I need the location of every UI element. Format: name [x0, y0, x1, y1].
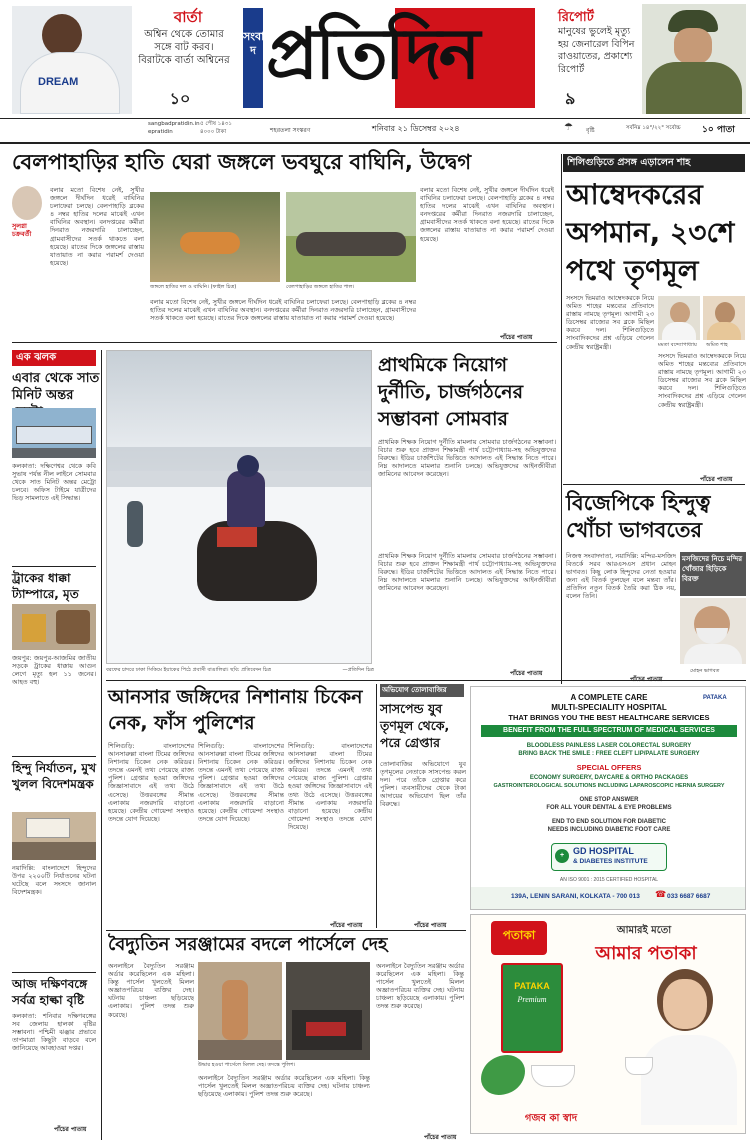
- shah-headline[interactable]: আম্বেদকরের অপমান, ২৩শে পথে তৃণমূল: [566, 178, 735, 287]
- left-teaser-page: ১০: [169, 89, 191, 108]
- weather-label: বৃষ্টি: [586, 127, 595, 134]
- date-label: শনিবার ২১ ডিসেম্বর ২০২৪: [372, 124, 460, 133]
- left-teaser-title: বার্তা: [173, 8, 203, 26]
- bjp-body: নিজস্ব সংবাদদাতা, নয়াদিল্লি: মন্দির-মসজিদ বিতর্কে সরব আরএসএস প্রধান মোহন ভাগবত। কিছু লোক হিন্দুদের নেতা হওয়ার জন্য এই বিতর্ক তুলছেন বলে মন্তব্য তাঁর। প্রতিদিন নতুন বিতর্ক তৈরি করা ঠিক নয়, বলেন তিনি।: [566, 552, 676, 601]
- rawat-photo: [642, 4, 746, 114]
- bjp-headline[interactable]: বিজেপিকে হিন্দুত্ব খোঁচা ভাগবতের: [566, 491, 711, 542]
- snow-credit: —প্রতিদিন চিত্র: [342, 667, 374, 673]
- ad-line-2: MULTI-SPECIALITY HOSPITAL: [551, 703, 667, 712]
- phone-icon: ☎: [655, 890, 667, 900]
- ashwin-photo: DREAM: [12, 6, 132, 114]
- truck-rule: [12, 756, 96, 757]
- left-col-divider: [101, 350, 102, 1140]
- shah-continue[interactable]: পাঁচের পাতায়: [700, 476, 733, 483]
- truck-headline[interactable]: ট্রাকের ধাক্কা ট্যাম্পারে, মৃত: [12, 571, 79, 601]
- page-count: ১০ পাতা: [702, 125, 735, 135]
- lead-body-col2: বলার মতো বিশেষ নেই, সুখীর জঙ্গলে দীর্ঘদিন ধরেই বাঘিনির চলাফেরা চলছে। বেলপাহাড়ি ব্লকের ৪ নম্বর হাতির দলের মাঝেই এখন বাঘিনির অবস্থান। বনদপ্তরের কর্মীরা দিনরাত নজরদারি চালাচ্ছেন, গ্রামবাসীদের সতর্ক থাকতে বলা হয়েছে। রাতের দিকে জঙ্গলের রাস্তায় যাতায়াত না করার পরামর্শ দেওয়া হয়েছে।: [150, 298, 416, 323]
- ad-phone[interactable]: 033 6687 6687: [667, 893, 711, 900]
- author-name: সুলগ্না চক্রবর্তী: [12, 222, 32, 238]
- protest-photo: [12, 812, 96, 860]
- ad-band-text: BENEFIT FROM THE FULL SPECTRUM OF MEDICAL SERVICES: [503, 727, 715, 734]
- jobs-continue[interactable]: পাঁচের পাতায়: [510, 670, 543, 677]
- shah-body-2: সংসদে ভিমরাও আম্বেদকরকে নিয়ে অমিত শাহের মন্তব্যের প্রতিবাদে রাস্তায় নামছে তৃণমূল। আগামী ২৩ ডিসেম্বর রাজ্যের সব ব্লকে মিছিল করবে দল। শিলিগুড়িতে সাংবাদিকদের প্রশ্ন এড়িয়ে গেলেন কেন্দ্রীয় স্বরাষ্ট্রমন্ত্রী।: [658, 352, 746, 409]
- bhagwat-caption: মোহন ভাগবত: [690, 668, 720, 674]
- mid-rule: [106, 680, 746, 681]
- tea-pack: [501, 963, 563, 1053]
- jobs-headline[interactable]: প্রাথমিকে নিয়োগ দুর্নীতি, চার্জগঠনের সম্ভাবনা সোমবার: [378, 354, 524, 430]
- ad-cert: AN ISO 9001 : 2015 CERTIFIED HOSPITAL: [559, 877, 659, 883]
- hindu-headline[interactable]: হিন্দু নির্যাতন, মুখ খুলল বিদেশমন্ত্রক: [12, 761, 96, 791]
- tea-cup: [531, 1065, 575, 1087]
- pataka-hospital-logo: PATAKA: [703, 695, 727, 701]
- lead-rule: [12, 342, 557, 343]
- epaper-link[interactable]: epratidin: [148, 129, 173, 135]
- parcel-photo-2: [286, 962, 370, 1060]
- ad-line-6: ECONOMY SURGERY, DAYCARE & ORTHO PACKAGES: [529, 775, 689, 781]
- shah-body-1: সংসদে ভিমরাও আম্বেদকরকে নিয়ে অমিত শাহের মন্তব্যের প্রতিবাদে রাস্তায় নামছে তৃণমূল। আগামী ২৩ ডিসেম্বর রাজ্যের সব ব্লকে মিছিল করবে দল। শিলিগুড়িতে সাংবাদিকদের প্রশ্ন এড়িয়ে গেলেন কেন্দ্রীয় স্বরাষ্ট্রমন্ত্রী।: [566, 294, 654, 351]
- shah-rule: [563, 484, 745, 485]
- ad-address: 139A, LENIN SARANI, KOLKATA - 700 013: [511, 893, 640, 900]
- website-link[interactable]: sangbadpratidin.in: [148, 121, 200, 127]
- parcel-body-3: অনলাইনে বৈদ্যুতিন সরঞ্জাম অর্ডার করেছিলেন এক মহিলা। কিন্তু পার্সেল খুলতেই মিলল অজ্ঞাতপরিচয় ব্যক্তির দেহ। ঘটনায় চাঞ্চল্য ছড়িয়েছে এলাকায়। পুলিশ তদন্ত শুরু করেছে।: [376, 962, 464, 1011]
- info-bar: [0, 119, 750, 141]
- shah-kicker: শিলিগুড়িতে প্রসঙ্গ এড়ালেন শাহ: [567, 157, 691, 168]
- logo-vertical-text: সংবাদ: [243, 30, 265, 57]
- snow-caption: বরফের চাদরে ঢাকা সিকিমে ইয়াকের পিঠে প্রবাসী বাঙালিরা। ছবি: প্রতিবেদন চিত্র: [106, 667, 272, 673]
- amit-shah-photo: [703, 296, 745, 340]
- bjp-side-headline: মসজিদের নিচে মন্দির খোঁজার হিড়িকে বিরক্ত: [682, 555, 743, 583]
- ansar-body-1: শিলিগুড়ি: বাংলাদেশের আনসারুল্লা বাংলা টিমের জঙ্গিদের নিশানায় চিকেন নেক করিডর। তদন্তে এমনই তথ্য পেয়েছে রাজ্য পুলিশ। গ্রেপ্তার হওয়া জঙ্গিদের জিজ্ঞাসাবাদে এই তথ্য উঠে এসেছে। উত্তরবঙ্গের সীমান্ত এলাকায় নজরদারি বাড়ানো হয়েছে। কেন্দ্রীয় গোয়েন্দা সংস্থাও তদন্তে যোগ দিয়েছে।: [108, 742, 194, 823]
- parcel-caption: উদ্ধার হওয়া পার্সেলে মিলল দেহ। তদন্তে পুলিশ।: [198, 1062, 296, 1068]
- gd-logo-name: GD HOSPITAL: [573, 846, 634, 856]
- tea-pack-sub: Premium: [517, 995, 547, 1004]
- ad-line-10: END TO END SOLUTION FOR DIABETIC: [552, 819, 666, 825]
- mamata-photo: [658, 296, 700, 340]
- parcel-rule: [106, 930, 466, 931]
- tea-ad[interactable]: [470, 914, 746, 1134]
- hospital-ad[interactable]: [470, 686, 746, 910]
- tea-model-photo: [621, 965, 741, 1125]
- suspend-kicker: অভিযোগ তোলাবাজির: [382, 686, 447, 694]
- amit-shah-caption: অমিত শাহ: [706, 342, 728, 348]
- parcel-photo-1: [198, 962, 282, 1060]
- logo-vertical-strip: [243, 8, 263, 108]
- tea-ad-slogan: আমার পতাকা: [595, 943, 697, 964]
- mamata-caption: মমতা বন্দ্যোপাধ্যায়: [658, 342, 697, 348]
- truck-body: জয়পুর: জয়পুর-আজমির জাতীয় সড়কে ট্রাকের ধাক্কায় আগুন লেগে মৃত্যু হল ১১ জনের। আহত বহু।: [12, 654, 96, 687]
- ad-line-4: BLOODLESS PAINLESS LASER COLORECTAL SURGERY: [526, 743, 692, 749]
- right-teaser-page: ৯: [565, 89, 576, 108]
- metro-headline[interactable]: এবার থেকে সাত মিনিট অন্তর: [12, 371, 100, 403]
- ad-offers: SPECIAL OFFERS: [576, 763, 642, 772]
- edition-label: শহরতলা সংস্করণ: [270, 127, 311, 134]
- parcel-headline[interactable]: বৈদ্যুতিন সরঞ্জামের বদলে পার্সেলে দেহ: [108, 934, 388, 955]
- ad-line-8: ONE STOP ANSWER: [579, 797, 639, 803]
- jobs-body-1: প্রাথমিক শিক্ষক নিয়োগ দুর্নীতি মামলায় সোমবার চার্জগঠনের সম্ভাবনা। বিচার শুরু হবে প্রাক্তন শিক্ষামন্ত্রী পার্থ চট্টোপাধ্যায়-সহ অভিযুক্তদের বিরুদ্ধে। ইডির চার্জশিটের ভিত্তিতে আদালত এই সিদ্ধান্ত নিতে পারে। নিম্ন আদালতে মামলার শুনানি চলছে। অভিযুক্তদের আইনজীবীরা জামিনের আবেদন করেছেন।: [378, 438, 556, 479]
- lead-body-col3: বলার মতো বিশেষ নেই, সুখীর জঙ্গলে দীর্ঘদিন ধরেই বাঘিনির চলাফেরা চলছে। বেলপাহাড়ি ব্লকের ৪ নম্বর হাতির দলের মাঝেই এখন বাঘিনির অবস্থান। বনদপ্তরের কর্মীরা দিনরাত নজরদারি চালাচ্ছেন, গ্রামবাসীদের সতর্ক থাকতে বলা হয়েছে। রাতের দিকে জঙ্গলের রাস্তায় যাতায়াত না করার পরামর্শ দেওয়া হয়েছে।: [420, 186, 554, 243]
- rain-icon: ☂: [564, 122, 573, 133]
- left-teaser-text[interactable]: অশ্বিন থেকে তোমার সঙ্গে বাট করব। বিরাটকে বার্তা অশ্বিনের: [138, 29, 230, 66]
- issue-line-1: ৫ পৌষ ১৪৩১: [200, 121, 232, 127]
- info-bar-rule: [0, 142, 750, 144]
- ansar-continue[interactable]: পাঁচের পাতায়: [330, 922, 363, 929]
- ansar-body-3: শিলিগুড়ি: বাংলাদেশের আনসারুল্লা বাংলা টিমের জঙ্গিদের নিশানায় চিকেন নেক করিডর। তদন্তে এমনই তথ্য পেয়েছে রাজ্য পুলিশ। গ্রেপ্তার হওয়া জঙ্গিদের জিজ্ঞাসাবাদে এই তথ্য উঠে এসেছে। উত্তরবঙ্গের সীমান্ত এলাকায় নজরদারি বাড়ানো হয়েছে। কেন্দ্রীয় গোয়েন্দা সংস্থাও তদন্তে যোগ দিয়েছে।: [288, 742, 372, 831]
- ad-line-1: A COMPLETE CARE: [570, 693, 648, 702]
- tiger-caption: জঙ্গলে হাতির দল ও বাঘিনি। (ফাইল চিত্র): [150, 284, 237, 290]
- author-photo: [12, 186, 42, 220]
- lead-body-col1: বলার মতো বিশেষ নেই, সুখীর জঙ্গলে দীর্ঘদিন ধরেই বাঘিনির চলাফেরা চলছে। বেলপাহাড়ি ব্লকের ৪ নম্বর হাতির দলের মাঝেই এখন বাঘিনির অবস্থান। বনদপ্তরের কর্মীরা দিনরাত নজরদারি চালাচ্ছেন, গ্রামবাসীদের সতর্ক থাকতে বলা হয়েছে। রাতের দিকে জঙ্গলের রাস্তায় যাতায়াত না করার পরামর্শ দেওয়া হয়েছে।: [50, 186, 144, 267]
- brief-kicker: এক ঝলক: [16, 352, 57, 363]
- metro-body: কলকাতা: দক্ষিণেশ্বর থেকে কবি সুভাষ পর্যন্ত নীল লাইনে সোমবার থেকে সাত মিনিট অন্তর মেট্রো চলবে। অফিস টাইমে যাত্রীদের ভিড় সামলাতে এই সিদ্ধান্ত।: [12, 462, 96, 503]
- metro-rule: [12, 566, 96, 567]
- ad-line-11: NEEDS INCLUDING DIABETIC FOOT CARE: [547, 827, 671, 833]
- suspend-continue[interactable]: পাঁচের পাতায়: [414, 922, 447, 929]
- rain-body: কলকাতা: শনিবার দক্ষিণবঙ্গের সব জেলায় হালকা বৃষ্টির সম্ভাবনা। পশ্চিমী ঝঞ্ঝার প্রভাবে তাপমাত্রা কিছুটা বাড়বে বলে জানিয়েছে আবহাওয়া দপ্তর।: [12, 1012, 96, 1053]
- tiger-photo: [150, 192, 280, 282]
- hindu-rule: [12, 972, 96, 973]
- tea-ad-brand: পতাকা: [502, 928, 536, 942]
- suspend-headline[interactable]: সাসপেন্ড যুব তৃণমূল থেকে, পরে গ্রেপ্তার: [380, 701, 450, 750]
- ad-line-7: GASTROINTEROLOGICAL SOLUTIONS INCLUDING LAPAROSCOPIC HERNIA SURGERY: [493, 783, 725, 789]
- ansar-headline[interactable]: আনসার জঙ্গিদের নিশানায় চিকেন নেক, ফাঁস পুলিশের: [108, 686, 363, 734]
- masthead-logo[interactable]: প্রতিদিন: [266, 13, 478, 95]
- tea-pack-brand: PATAKA: [514, 981, 550, 991]
- ad-line-5: BRING BACK THE SMILE : FREE CLEFT LIP/PALATE SURGERY: [518, 751, 700, 757]
- parcel-body-2: অনলাইনে বৈদ্যুতিন সরঞ্জাম অর্ডার করেছিলেন এক মহিলা। কিন্তু পার্সেল খুলতেই মিলল অজ্ঞাতপরিচয় ব্যক্তির দেহ। ঘটনায় চাঞ্চল্য ছড়িয়েছে এলাকায়। পুলিশ তদন্ত শুরু করেছে।: [198, 1074, 370, 1099]
- lead-headline[interactable]: বেলপাহাড়ির হাতি ঘেরা জঙ্গলে ভবঘুরে বাঘিনি, উদ্বেগ: [12, 150, 472, 174]
- rain-continue[interactable]: পাঁচের পাতায়: [54, 1126, 87, 1133]
- gd-logo-sub: & DIABETES INSTITUTE: [573, 858, 648, 865]
- tea-leaves: [481, 1055, 525, 1095]
- bhagwat-photo: [680, 598, 746, 664]
- hindu-body: নয়াদিল্লি: বাংলাদেশে হিন্দুদের উপর ২২০০টি নির্যাতনের ঘটনা ঘটেছে বলে সংসদে জানাল বিদেশমন্ত্রক।: [12, 864, 96, 897]
- tea-ad-slogan-top: আমারই মতো: [616, 925, 672, 936]
- right-teaser-title: রিপোর্ট: [558, 10, 594, 25]
- truck-photo: [12, 604, 96, 650]
- temperature-label: সর্বনিম্ন ১৪°/২২° সর্বোচ্চ: [626, 125, 681, 131]
- masthead: [0, 0, 750, 118]
- ansar-body-2: শিলিগুড়ি: বাংলাদেশের আনসারুল্লা বাংলা টিমের জঙ্গিদের নিশানায় চিকেন নেক করিডর। তদন্তে এমনই তথ্য পেয়েছে রাজ্য পুলিশ। গ্রেপ্তার হওয়া জঙ্গিদের জিজ্ঞাসাবাদে এই তথ্য উঠে এসেছে। উত্তরবঙ্গের সীমান্ত এলাকায় নজরদারি বাড়ানো হয়েছে। কেন্দ্রীয় গোয়েন্দা সংস্থাও তদন্তে যোগ দিয়েছে।: [198, 742, 284, 823]
- tea-tagline: গজব কা স্বাদ: [524, 1113, 578, 1124]
- gd-logo-icon: +: [555, 849, 569, 863]
- ad-line-9: FOR ALL YOUR DENTAL & EYE PROBLEMS: [546, 805, 672, 811]
- parcel-body-1: অনলাইনে বৈদ্যুতিন সরঞ্জাম অর্ডার করেছিলেন এক মহিলা। কিন্তু পার্সেল খুলতেই মিলল অজ্ঞাতপরিচয় ব্যক্তির দেহ। ঘটনায় চাঞ্চল্য ছড়িয়েছে এলাকায়। পুলিশ তদন্ত শুরু করেছে।: [108, 962, 194, 1019]
- jobs-body-2: প্রাথমিক শিক্ষক নিয়োগ দুর্নীতি মামলায় সোমবার চার্জগঠনের সম্ভাবনা। বিচার শুরু হবে প্রাক্তন শিক্ষামন্ত্রী পার্থ চট্টোপাধ্যায়-সহ অভিযুক্তদের বিরুদ্ধে। ইডির চার্জশিটের ভিত্তিতে আদালত এই সিদ্ধান্ত নিতে পারে। নিম্ন আদালতে মামলার শুনানি চলছে। অভিযুক্তদের আইনজীবীরা জামিনের আবেদন করেছেন।: [378, 552, 556, 593]
- suspend-body-1: তোলাবাজির অভিযোগে যুব তৃণমূলের নেতাকে সাসপেন্ড করল দল। পরে তাঁকে গ্রেপ্তার করে পুলিশ। ব্যবসায়ীদের থেকে টাকা আদায়ের অভিযোগ ছিল তাঁর বিরুদ্ধে।: [380, 760, 466, 809]
- elephants-photo: [286, 192, 416, 282]
- suspend-divider: [376, 684, 377, 928]
- issue-line-2: ৪০০০ টাকা: [200, 129, 227, 135]
- right-col-divider: [561, 154, 562, 684]
- right-teaser-text[interactable]: মানুষের ভুলেই মৃত্যু হয় জেনারেল বিপিন রাওয়াতের, প্রকাশ্যে রিপোর্ট: [558, 26, 635, 75]
- rain-headline[interactable]: আজ দক্ষিণবঙ্গে সর্বত্র হাল্কা বৃষ্টি: [12, 977, 88, 1007]
- ad-line-3: THAT BRINGS YOU THE BEST HEALTHCARE SERVICES: [508, 713, 710, 722]
- snow-yak-photo: [106, 350, 372, 664]
- metro-photo: [12, 408, 96, 458]
- parcel-continue[interactable]: পাঁচের পাতায়: [424, 1134, 457, 1141]
- lead-continue[interactable]: পাঁচের পাতায়: [500, 334, 533, 341]
- elephants-caption: বেলপাহাড়ির জঙ্গলে হাতির পাল।: [286, 284, 355, 290]
